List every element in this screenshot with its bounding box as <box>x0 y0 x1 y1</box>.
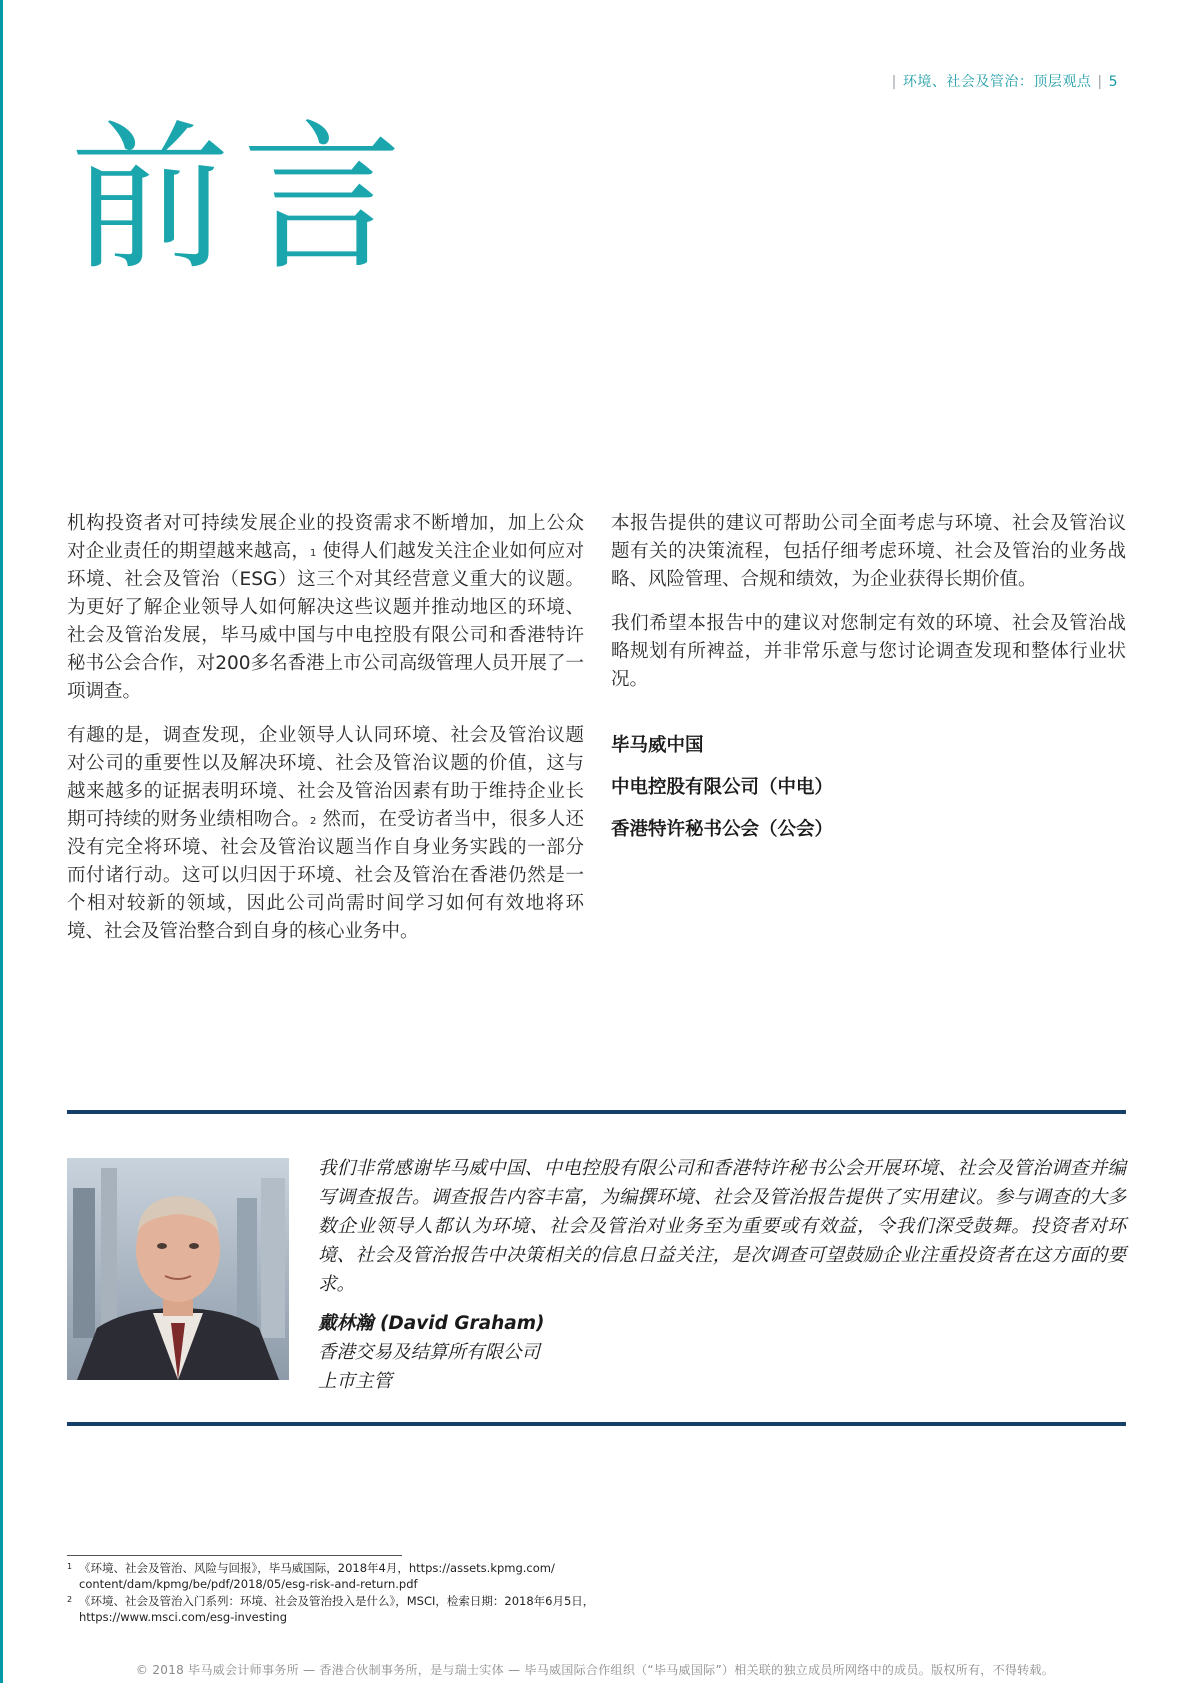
portrait-photo <box>67 1158 289 1380</box>
footnote-2: 2 《环境、社会及管治入门系列：环境、社会及管治投入是什么》，MSCI，检索日期：2018年6月5日， https://www.msci.com/esg-investing <box>67 1594 595 1624</box>
paragraph-1: 机构投资者对可持续发展企业的投资需求不断增加，加上公众对企业责任的期望越来越高，$^1$ 使得人们越发关注企业如何应对环境、社会及管治（ESG）这三个对其经营意义重大的议题。为更好了解企业领导人如何解决这些议题并推动地区的环境、社会及管治发展，毕马威中国与中电控股有限公司和香港特许秘书公会合作，对200多名香港上市公司高级管理人员开展了一项调查。 <box>67 513 584 702</box>
paragraph-4: 我们希望本报告中的建议对您制定有效的环境、社会及管治战略规划有所裨益，并非常乐意与您讨论调查发现和整体行业状况。 <box>611 613 1126 690</box>
signatory-kpmg: 毕马威中国 <box>611 735 704 756</box>
left-accent-rule <box>0 0 3 1683</box>
signatory-list <box>611 732 1126 844</box>
paragraph-3: 本报告提供的建议可帮助公司全面考虑与环境、社会及管治议题有关的决策流程，包括仔细考虑环境、社会及管治的业务战略、风险管理、合规和绩效，为企业获得长期价值。 <box>611 513 1126 590</box>
testimonial-position: 上市主管 <box>318 1371 393 1392</box>
quote-top-rule <box>67 1110 1126 1114</box>
testimonial-name: 戴林瀚 (David Graham) <box>318 1313 545 1334</box>
signatory-clp: 中电控股有限公司（中电） <box>611 777 834 798</box>
signatory-hkics: 香港特许秘书公会（公会） <box>611 819 834 840</box>
left-column <box>67 510 584 962</box>
footnote-ref-1: 1 <box>310 548 317 559</box>
footnotes <box>67 1561 627 1627</box>
page-number: 5 <box>1108 74 1118 90</box>
footnote-ref-2: 2 <box>310 816 317 827</box>
testimonial-text: 我们非常感谢毕马威中国、中电控股有限公司和香港特许秘书公会开展环境、社会及管治调查并编写调查报告。调查报告内容丰富，为编撰环境、社会及管治报告提供了实用建议。参与调查的大多数企业领导人都认为环境、社会及管治对业务至为重要或有效益，令我们深受鼓舞。投资者对环境、社会及管治报告中决策相关的信息日益关注，是次调查可望鼓励企业注重投资者在这方面的要求。 <box>318 1158 1126 1295</box>
right-column <box>611 510 1126 858</box>
quote-bottom-rule <box>67 1422 1126 1426</box>
page-title: 前言 <box>70 105 415 292</box>
footnote-rule <box>67 1555 402 1556</box>
testimonial-organization: 香港交易及结算所有限公司 <box>318 1342 541 1363</box>
footnote-1: 1 《环境、社会及管治、风险与回报》，毕马威国际，2018年4月，https://assets.kpmg.com/ content/dam/kpmg/be/pdf/2018/05/esg-risk-and-return.pdf <box>67 1561 555 1591</box>
copyright-notice: © 2018 毕马威会计师事务所 — 香港合伙制事务所，是与瑞士实体 — 毕马威国际合作组织（“毕马威国际”）相关联的独立成员所网络中的成员。版权所有，不得转载。 <box>135 1663 1055 1677</box>
paragraph-2: 有趣的是，调查发现，企业领导人认同环境、社会及管治议题对公司的重要性以及解决环境、社会及管治议题的价值，这与越来越多的证据表明环境、社会及管治因素有助于维持企业长期可持续的财务业绩相吻合。$^2$ 然而，在受访者当中，很多人还没有完全将环境、社会及管治议题当作自身业务实践的一部分而付诸行动。这可以归因于环境、社会及管治在香港仍然是一个相对较新的领域，因此公司尚需时间学习如何有效地将环境、社会及管治整合到自身的核心业务中。 <box>67 725 584 942</box>
header-section: 环境、社会及管治：顶层观点 <box>902 74 1092 90</box>
running-header: | 环境、社会及管治：顶层观点 | 5 <box>891 74 1118 90</box>
testimonial <box>318 1154 1126 1396</box>
